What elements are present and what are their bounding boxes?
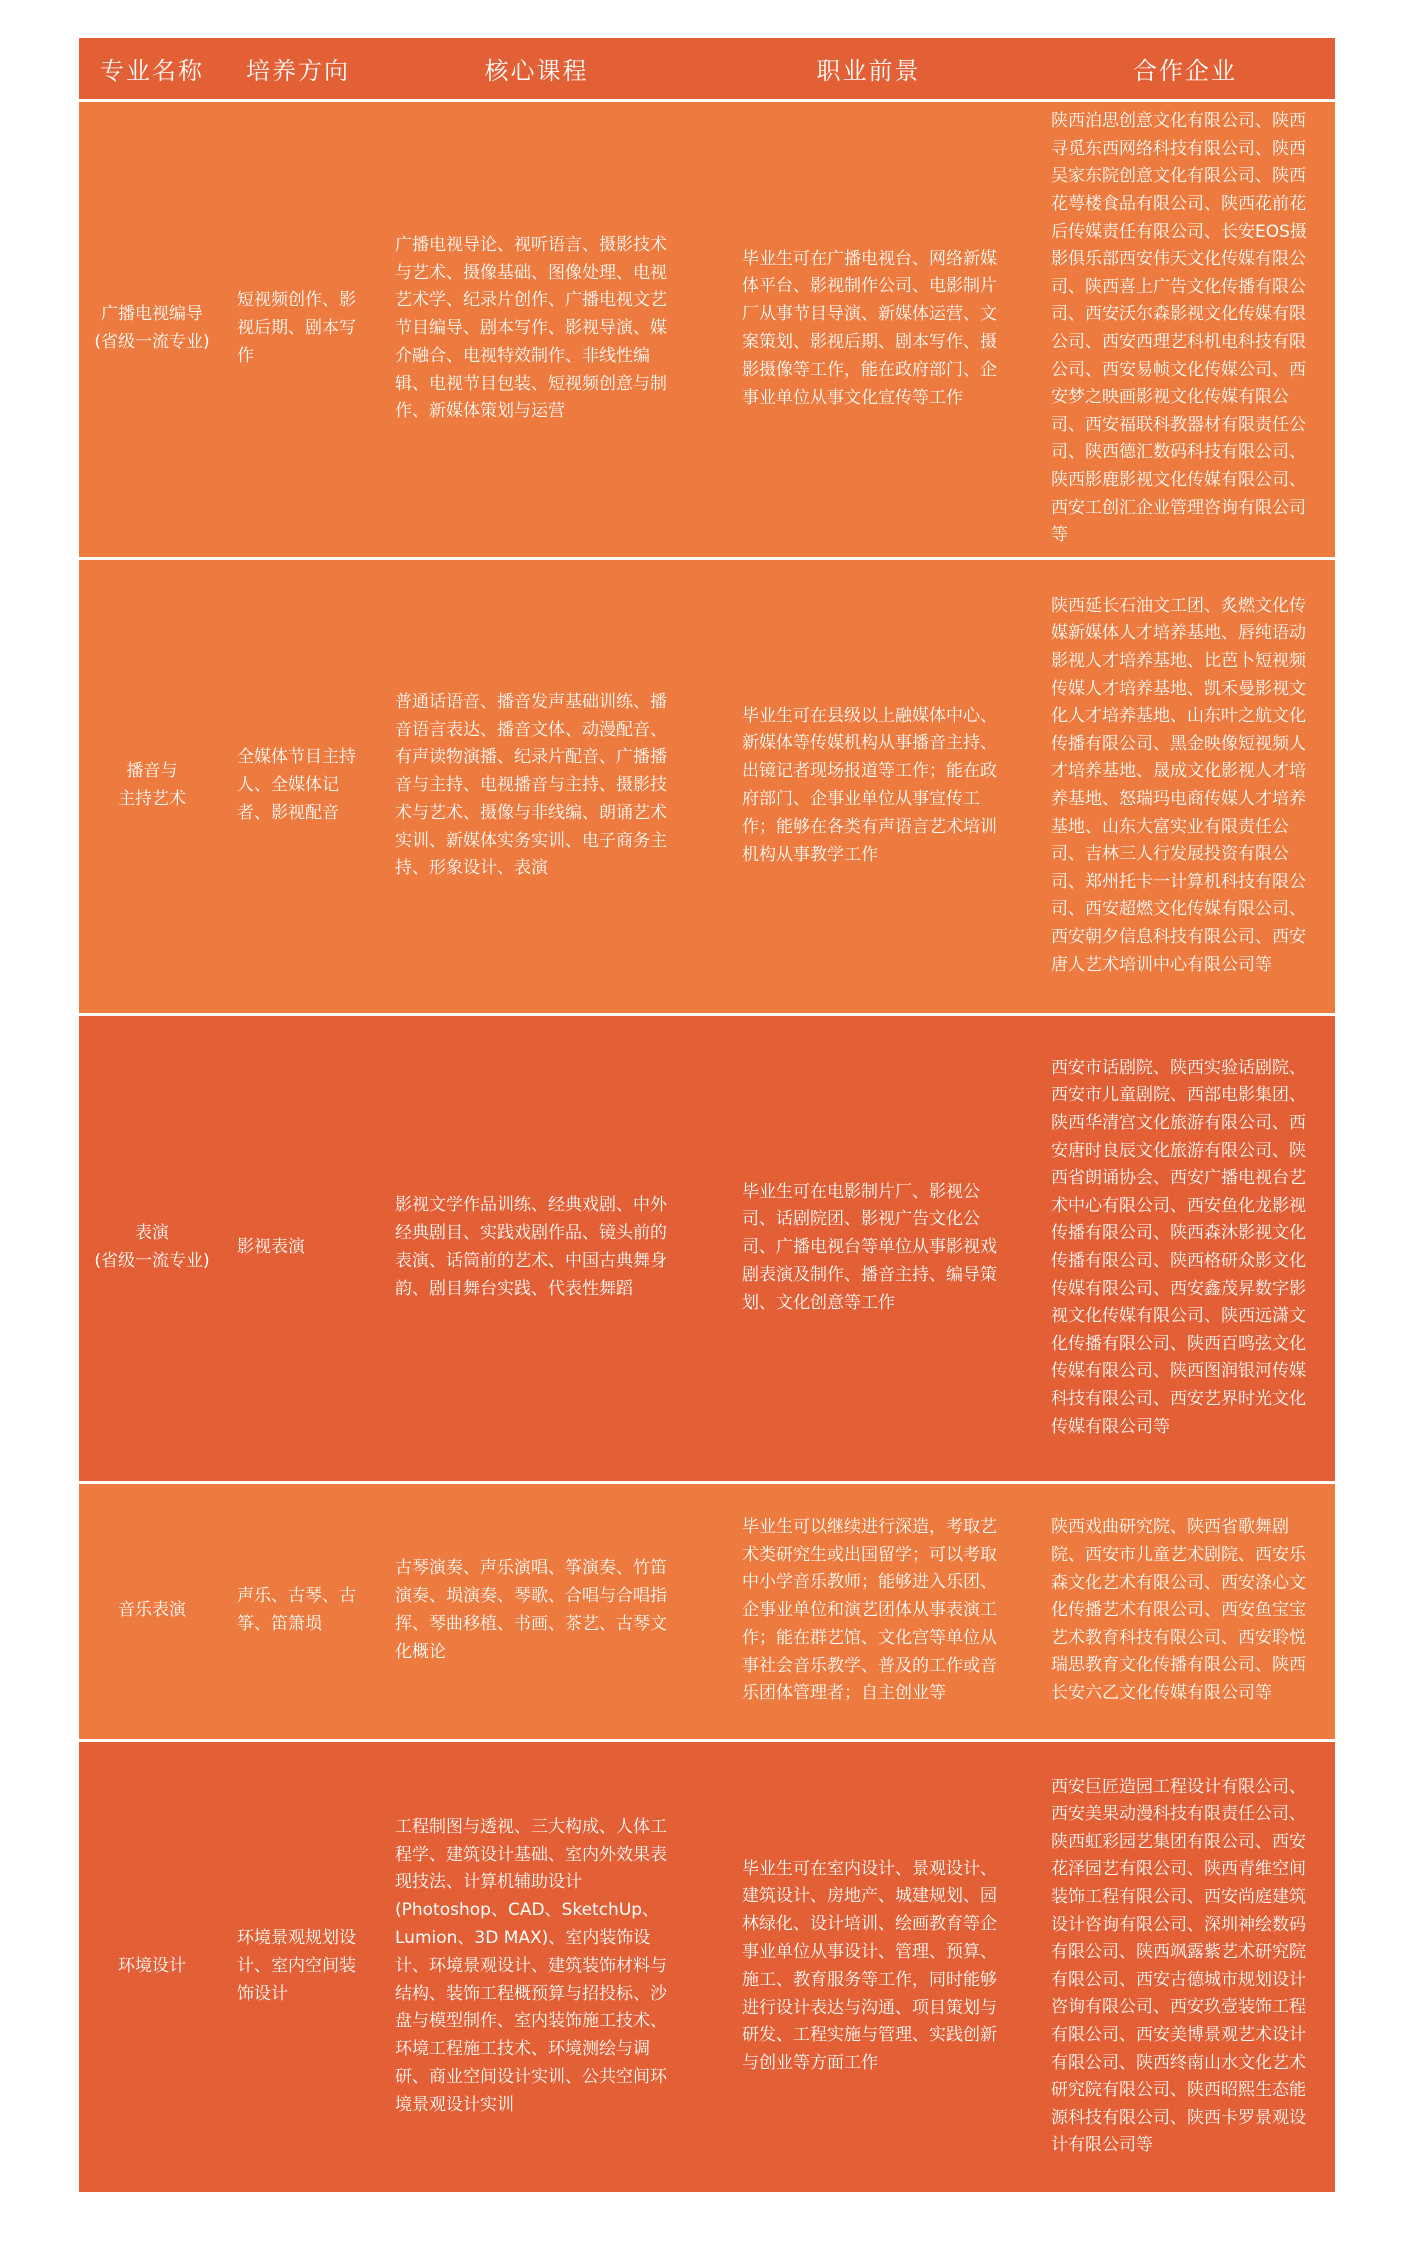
major-name: 播音与 — [126, 761, 178, 782]
header-major: 专业名称 — [100, 56, 204, 85]
header-career: 职业前景 — [816, 56, 921, 85]
table-row-broadcasting-hosting — [79, 558, 1335, 1014]
major-name: 音乐表演 — [118, 1600, 186, 1621]
table-row-environmental-design — [79, 1740, 1335, 2192]
header-direction: 培养方向 — [246, 56, 350, 85]
header-partners: 合作企业 — [1133, 56, 1237, 85]
courses-cell: 普通话语音、播音发声基础训练、播音语言表达、播音文体、动漫配音、有声读物演播、纪录片配音、广播播音与主持、电视播音与主持、摄影技术与艺术、摄像与非线编、朗诵艺术实训、新媒体实务实训、电子商务主持、形象设计、表演 — [395, 691, 667, 879]
major-note: (省级一流专业) — [94, 332, 210, 352]
major-note: (省级一流专业) — [94, 1251, 210, 1271]
table-row-broadcast-directing — [79, 100, 1335, 558]
career-cell: 毕业生可以继续进行深造，考取艺术类研究生或出国留学；可以考取中小学音乐教师；能够进入乐团、企事业单位和演艺团体从事表演工作；能在群艺馆、文化宫等单位从事社会音乐教学、普及的工作或音乐团体管理者；自主创业等 — [742, 1516, 997, 1704]
table-row-performance — [79, 1014, 1335, 1482]
table-row-music-performance — [79, 1482, 1335, 1740]
partners-cell: 陕西泊思创意文化有限公司、陕西寻觅东西网络科技有限公司、陕西吴家东院创意文化有限公司、陕西花萼楼食品有限公司、陕西花前花后传媒责任有限公司、长安EOS摄影俱乐部西安伟天文化传媒有限公司、陕西喜上广告文化传播有限公司、西安沃尔森影视文化传媒有限公司、西安西理艺科机电科技有限公司、西安易帧文化传媒公司、西安梦之映画影视文化传媒有限公司、西安福联科教器材有限责任公司、陕西德汇数码科技有限公司、陕西影鹿影视文化传媒有限公司、西安工创汇企业管理咨询有限公司等 — [1051, 111, 1307, 546]
courses-cell: 工程制图与透视、三大构成、人体工程学、建筑设计基础、室内外效果表现技法、计算机辅助设计(Photoshop、CAD、SketchUp、Lumion、3D MAX)、室内装饰设计、环境景观设计、建筑装饰材料与结构、装饰工程概预算与招投标、沙盘与模型制作、室内装饰施工技术、环境工程施工技术、环境测绘与调研、商业空间设计实训、公共空间环境景观设计实训 — [395, 1816, 667, 2115]
majors-table — [79, 38, 1335, 2192]
direction-cell: 全媒体节目主持人、全媒体记者、影视配音 — [237, 747, 356, 823]
major-cell — [79, 558, 225, 1014]
major-cell — [79, 1482, 225, 1740]
courses-cell: 广播电视导论、视听语言、摄影技术与艺术、摄像基础、图像处理、电视艺术学、纪录片创作、广播电视文艺节目编导、剧本写作、影视导演、媒介融合、电视特效制作、非线性编辑、电视节目包装、短视频创意与制作、新媒体策划与运营 — [395, 234, 667, 422]
direction-cell: 影视表演 — [237, 1237, 305, 1258]
courses-cell: 影视文学作品训练、经典戏剧、中外经典剧目、实践戏剧作品、镜头前的表演、话筒前的艺术、中国古典舞身韵、剧目舞台实践、代表性舞蹈 — [395, 1195, 667, 1299]
career-cell: 毕业生可在县级以上融媒体中心、新媒体等传媒机构从事播音主持、出镜记者现场报道等工作；能在政府部门、企事业单位从事宣传工作；能够在各类有声语言艺术培训机构从事教学工作 — [742, 705, 997, 865]
major-name: 广播电视编导 — [101, 304, 203, 325]
major-name: 环境设计 — [118, 1955, 186, 1976]
major-cell — [79, 1014, 225, 1482]
career-cell: 毕业生可在电影制片厂、影视公司、话剧院团、影视广告文化公司、广播电视台等单位从事影视戏剧表演及制作、播音主持、编导策划、文化创意等工作 — [742, 1181, 997, 1313]
direction-cell: 环境景观规划设计、室内空间装饰设计 — [237, 1928, 356, 2004]
direction-cell: 声乐、古琴、古筝、笛箫埙 — [237, 1586, 356, 1634]
major-note: 主持艺术 — [118, 789, 186, 809]
major-cell — [79, 1740, 225, 2192]
courses-cell: 古琴演奏、声乐演唱、筝演奏、竹笛演奏、埙演奏、琴歌、合唱与合唱指挥、琴曲移植、书画、茶艺、古琴文化概论 — [395, 1558, 667, 1662]
header-courses: 核心课程 — [484, 56, 589, 85]
partners-cell: 陕西延长石油文工团、炙燃文化传媒新媒体人才培养基地、唇纯语动影视人才培养基地、比芭卜短视频传媒人才培养基地、凯禾曼影视文化人才培养基地、山东叶之航文化传播有限公司、黑金映像短视频人才培养基地、晟成文化影视人才培养基地、怒瑞玛电商传媒人才培养基地、山东大富实业有限责任公司、吉林三人行发展投资有限公司、郑州托卡一计算机科技有限公司、西安超燃文化传媒有限公司、西安朝夕信息科技有限公司、西安唐人艺术培训中心有限公司等 — [1051, 595, 1306, 975]
career-cell: 毕业生可在室内设计、景观设计、建筑设计、房地产、城建规划、园林绿化、设计培训、绘画教育等企事业单位从事设计、管理、预算、施工、教育服务等工作，同时能够进行设计表达与沟通、项目策划与研发、工程实施与管理、实践创新与创业等方面工作 — [742, 1858, 997, 2074]
majors-table-container — [79, 38, 1335, 2192]
partners-cell: 陕西戏曲研究院、陕西省歌舞剧院、西安市儿童艺术剧院、西安乐森文化艺术有限公司、西安涤心文化传播艺术有限公司、西安鱼宝宝艺术教育科技有限公司、西安聆悦瑞思教育文化传播有限公司、陕西长安六乙文化传媒有限公司等 — [1051, 1517, 1306, 1703]
direction-cell: 短视频创作、影视后期、剧本写作 — [237, 290, 356, 366]
career-cell: 毕业生可在广播电视台、网络新媒体平台、影视制作公司、电影制片厂从事节目导演、新媒体运营、文案策划、影视后期、剧本写作、摄影摄像等工作，能在政府部门、企事业单位从事文化宣传等工作 — [742, 248, 997, 408]
partners-cell: 西安市话剧院、陕西实验话剧院、西安市儿童剧院、西部电影集团、陕西华清宫文化旅游有限公司、西安唐时良辰文化旅游有限公司、陕西省朗诵协会、西安广播电视台艺术中心有限公司、西安鱼化龙影视传播有限公司、陕西森沐影视文化传播有限公司、陕西格研众影文化传媒有限公司、西安鑫茂昇数字影视文化传媒有限公司、陕西远潇文化传播有限公司、陕西百鸣弦文化传媒有限公司、陕西图润银河传媒科技有限公司、西安艺界时光文化传媒有限公司等 — [1051, 1057, 1306, 1437]
table-header-row — [79, 38, 1335, 100]
major-name: 表演 — [135, 1223, 169, 1244]
major-cell — [79, 100, 225, 558]
partners-cell: 西安巨匠造园工程设计有限公司、西安美果动漫科技有限责任公司、陕西虹彩园艺集团有限公司、西安花泽园艺有限公司、陕西青维空间装饰工程有限公司、西安尚庭建筑设计咨询有限公司、深圳神绘数码有限公司、陕西飒露紫艺术研究院有限公司、西安古德城市规划设计咨询有限公司、西安玖壹装饰工程有限公司、西安美博景观艺术设计有限公司、陕西终南山水文化艺术研究院有限公司、陕西昭熙生态能源科技有限公司、陕西卡罗景观设计有限公司等 — [1051, 1776, 1306, 2156]
